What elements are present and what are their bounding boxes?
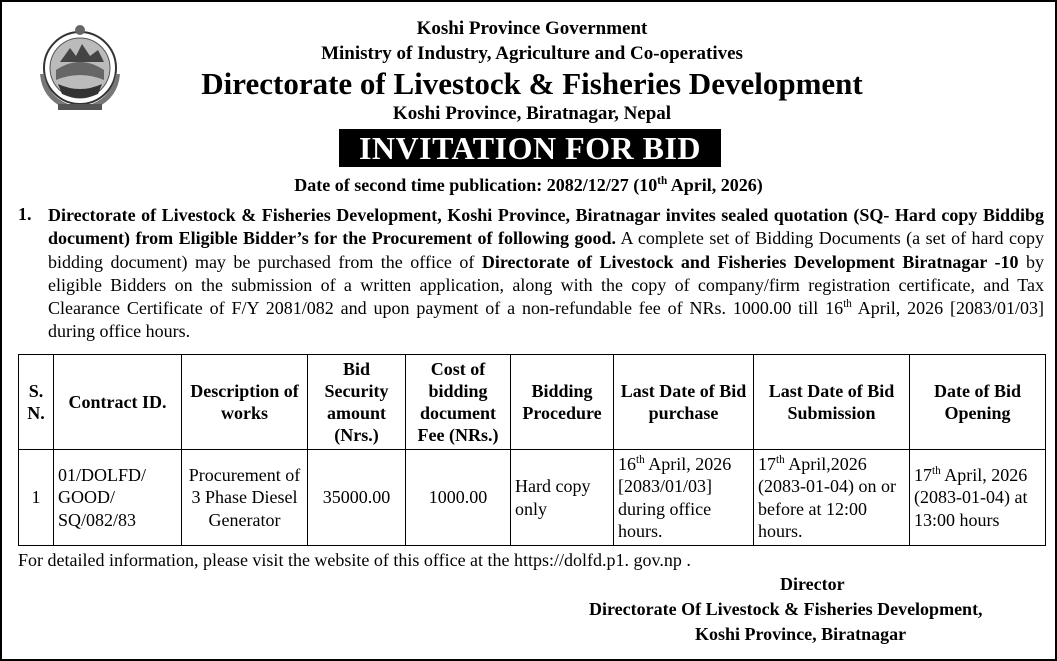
submission-rest: April,2026 (2083-01-04) on or before at 12:00 hours.: [758, 453, 896, 541]
header-bid-security: Bid Security amount (Nrs.): [308, 355, 406, 450]
signatory-title: Director: [780, 574, 845, 594]
cell-opening: [910, 450, 1046, 546]
ministry-name: Ministry of Industry, Agriculture and Co-operatives: [321, 43, 743, 64]
paragraph-number: 1.: [18, 204, 32, 224]
publication-date-rest: April, 2026): [667, 175, 763, 195]
opening-rest: April, 2026 (2083-01-04) at 13:00 hours: [914, 464, 1028, 530]
header-description: Description of works: [182, 355, 308, 450]
purchase-day: 16: [618, 453, 636, 474]
cell-bid-security: 35000.00: [308, 450, 406, 546]
invitation-paragraph: [48, 204, 1044, 344]
cell-contract-id: 01/DOLFD/ GOOD/ SQ/082/83: [54, 450, 182, 546]
opening-day: 17: [914, 464, 932, 485]
notice-title: INVITATION FOR BID: [339, 129, 721, 167]
cell-procedure: Hard copy only: [511, 450, 614, 546]
header-last-purchase: Last Date of Bid purchase: [614, 355, 754, 450]
header-last-submission: Last Date of Bid Submission: [754, 355, 910, 450]
cell-sn: 1: [19, 450, 54, 546]
publication-date: [2, 175, 1055, 196]
header-sn: S. N.: [19, 355, 54, 450]
paragraph-text-3: April, 2026 [2083/01/03] during office hours.: [48, 298, 1045, 342]
table-row: [19, 450, 1046, 546]
header-contract-id: Contract ID.: [54, 355, 182, 450]
publication-date-sup: th: [657, 175, 668, 187]
office-location: Koshi Province, Biratnagar, Nepal: [392, 103, 672, 124]
paragraph-text-2: by eligible Bidders on the submission of a written application, along with the copy of company/firm registration certificate, and Tax Clearance Certificate of F/Y 2081/082 and upon payment of a non-refundable fee of NRs. 1000.00 till 16: [48, 251, 1044, 319]
paragraph-bold-office: Directorate of Livestock and Fisheries Development Biratnagar -10: [481, 251, 1019, 272]
cell-last-submission: [754, 450, 910, 546]
opening-sup: th: [932, 464, 941, 477]
submission-day: 17: [758, 453, 776, 474]
submission-sup: th: [776, 453, 785, 466]
cell-document-fee: 1000.00: [406, 450, 511, 546]
paragraph-sup: th: [843, 298, 852, 311]
header-opening: Date of Bid Opening: [910, 355, 1046, 450]
government-name: Koshi Province Government: [416, 18, 648, 39]
paragraph-bold-intro: Directorate of Livestock & Fisheries Development, Koshi Province, Biratnagar invites sealed quotation (SQ- Hard copy Biddibg document) from Eligible Bidder’s for the Procurement of following good.: [48, 205, 1044, 249]
table-header-row: [19, 355, 1046, 450]
header-document-fee: Cost of bidding document Fee (NRs.): [406, 355, 511, 450]
purchase-sup: th: [636, 453, 645, 466]
signatory-place: Koshi Province, Biratnagar: [695, 624, 907, 644]
directorate-name: Directorate of Livestock & Fisheries Development: [201, 66, 863, 101]
paragraph-text-1: A complete set of Bidding Documents (a set of hard copy bidding document) may be purchased from the office of: [48, 228, 1044, 272]
bid-table: [18, 354, 1046, 546]
header-procedure: Bidding Procedure: [511, 355, 614, 450]
cell-last-purchase: [614, 450, 754, 546]
cell-description: Procurement of 3 Phase Diesel Generator: [182, 450, 308, 546]
purchase-rest: April, 2026 [2083/01/03] during office hours.: [618, 453, 732, 541]
nepal-emblem-icon: [38, 24, 122, 110]
signatory-organization: Directorate Of Livestock & Fisheries Development,: [589, 599, 983, 619]
website-info: For detailed information, please visit the website of this office at the https://dolfd.p1. gov.np .: [18, 550, 691, 570]
publication-date-label: Date of second time publication: 2082/12/27 (10: [294, 175, 658, 195]
